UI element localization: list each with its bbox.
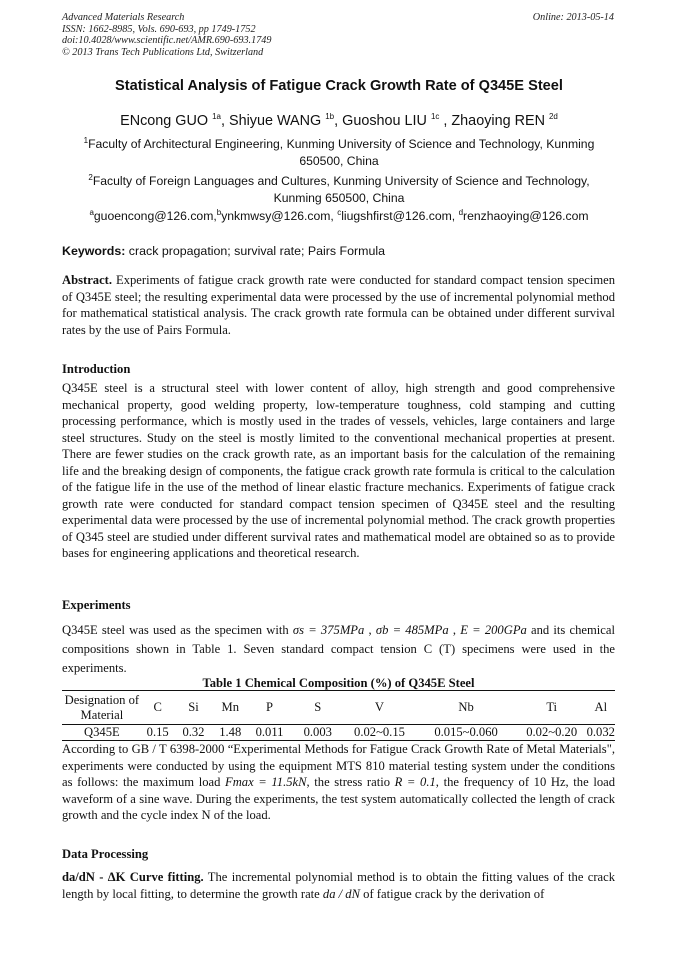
author-affiliation-mark: 1c [430,112,440,122]
author-list [0,113,678,129]
author-affiliation-mark: 1a [212,112,221,122]
email-mark: c [337,207,342,217]
table-header-cell: Nb [458,700,474,714]
email-address[interactable]: liugshfirst@126.com, [341,209,459,223]
email-mark: d [458,207,464,217]
table-cell: 0.32 [182,725,205,739]
table-cell: 0.02~0.15 [354,725,405,739]
table-header-cell: Ti [546,700,558,714]
author-name: ENcong GUO [120,113,209,129]
author-emails [0,209,678,223]
introduction-heading: Introduction [62,362,131,376]
equation-separator: , [448,623,461,637]
data-processing-heading: Data Processing [62,847,149,861]
author-affiliation-mark: 1b [325,112,335,122]
table-cell: 0.003 [303,725,332,739]
paragraph-text: The incremental polynomial method is to obtain the fitting values of the crack length by local fitting, to determine the growth rate [62,870,615,901]
email-address[interactable]: renzhaoying@126.com [463,209,589,223]
affiliation-1 [66,136,612,169]
author-separator: , [220,113,229,129]
affiliation-text: Faculty of Architectural Engineering, Kunming University of Science and Technology, Kunming 650500, China [88,137,595,168]
author-name: Zhaoying REN [451,113,545,129]
email-mark: a [89,207,94,217]
test-conditions-paragraph [62,741,615,824]
stress-ratio-equation: R = 0.1 [394,775,436,789]
paragraph-text: of fatigue crack by the derivation of [360,886,545,901]
keywords-label: Keywords: [62,244,126,258]
tensile-strength-equation: σb = 485MPa [375,623,449,637]
table-cell: 0.015~0.060 [434,725,498,739]
table-header-cell: S [314,700,322,714]
email-mark: b [216,207,222,217]
max-load-equation: Fmax = 11.5kN [225,775,307,789]
experiments-text: and its chemical compositions shown in Table 1. Seven standard compact tension C (T) specimens were used in the experiments. [62,623,615,675]
issn-line: ISSN: 1662-8985, Vols. 690-693, pp 1749-1752 [62,23,256,35]
table-header-cell: Designation of Material [64,692,140,722]
elastic-modulus-equation: E = 200GPa [460,623,527,637]
experiments-paragraph [62,621,615,678]
table-cell: 0.15 [146,725,169,739]
affiliation-text: Faculty of Foreign Languages and Cultures, Kunming University of Science and Technology, Kunming 650500, China [92,174,590,205]
experiments-text: Q345E steel was used as the specimen with [62,623,293,637]
affiliation-2 [66,173,612,206]
affiliation-mark: 2 [88,172,93,182]
table-header-row [62,691,615,725]
table-cell: 1.48 [219,725,242,739]
introduction-paragraph: Q345E steel is a structural steel with lower content of alloy, high strength and good comprehensive mechanical property, good welding property, low-temperature toughness, cold stamping and cutting processing performance, which is mostly used in the trades of vessels, vehicles, large containers and large steel structures. Study on the steel is mostly limited to the conventional mechanical properties at present. There are fewer studies on the crack growth rate, as an important basis for the calculation of the remaining life and the breaking design of components, the fatigue crack growth rate formula is critical to the calculation of the fatigue life in the use of the method of linear elastic fracture mechanics. Experiments of fatigue crack growth rate were conducted for standard compact tension specimen of Q345E steel and the resulting experimental data were processed by the use of incremental polynomial method. The crack growth properties of Q345 steel are studied under different survival rates and mathematical model are obtained so as to provide bases for engineering applications and theoretical research. [62,381,615,560]
author-separator: , [334,113,343,129]
author-affiliation-mark: 2d [548,112,558,122]
table-header-cell: C [153,700,162,714]
curve-fitting-subheading: da/dN - ΔK Curve fitting. [62,870,204,884]
email-address[interactable]: guoencong@126.com, [93,209,217,223]
table-header-cell: Mn [221,700,239,714]
table-header-cell: Al [594,700,608,714]
author-separator: , [439,113,452,129]
abstract-text: Experiments of fatigue crack growth rate were conducted for standard compact tension specimen of Q345E steel; the resulting experimental data were processed by the use of incremental polynomial method for mathematical statistical analysis. The crack growth rate formula can be obtained under different survival rates by the use of Pairs Formula. [62,273,615,337]
table-header-cell: P [266,700,274,714]
online-date: Online: 2013-05-14 [532,12,614,23]
table-cell: 0.011 [255,725,284,739]
table-header-cell: Si [188,700,199,714]
doi-line[interactable]: doi:10.4028/www.scientific.net/AMR.690-693.1749 [62,35,272,47]
chemical-composition-table [62,690,615,741]
table-cell: 0.032 [586,725,615,739]
journal-header [62,12,271,58]
data-processing-paragraph [62,869,615,902]
paragraph-text: , the frequency of 10 Hz, the load waveform of a sine wave. During the experiments, the test system automatically collected the length of crack growth and the cycle index N of the load. [62,775,615,822]
affiliation-mark: 1 [83,135,89,145]
yield-strength-equation: σs = 375MPa [292,623,365,637]
author-name: Guoshou LIU [342,113,427,129]
author-name: Shiyue WANG [228,113,322,129]
table-caption: Table 1 Chemical Composition (%) of Q345E Steel [202,676,475,690]
keywords-line [62,244,618,258]
table-row [62,725,615,741]
keywords-text: crack propagation; survival rate; Pairs Formula [125,244,385,258]
table-cell: 0.02~0.20 [526,725,578,739]
paragraph-text: According to GB / T 6398-2000 “Experimental Methods for Fatigue Crack Growth Rate of Metal Materials", experiments were conducted by using the equipment MTS 810 material testing system under the conditions as follows: the maximum load [62,742,615,789]
paper-title: Statistical Analysis of Fatigue Crack Growth Rate of Q345E Steel [115,78,563,94]
equation-separator: , [364,623,376,637]
abstract-paragraph [62,272,615,338]
paragraph-text: , the stress ratio [306,775,395,789]
growth-rate-expression: da / dN [322,886,360,901]
abstract-label: Abstract. [62,273,113,287]
experiments-heading: Experiments [62,598,131,612]
email-address[interactable]: ynkmwsy@126.com, [221,209,338,223]
copyright-line: © 2013 Trans Tech Publications Ltd, Switzerland [62,46,264,58]
table-header-cell: V [374,700,385,714]
journal-name: Advanced Materials Research [62,12,185,23]
table-cell: Q345E [84,725,120,739]
